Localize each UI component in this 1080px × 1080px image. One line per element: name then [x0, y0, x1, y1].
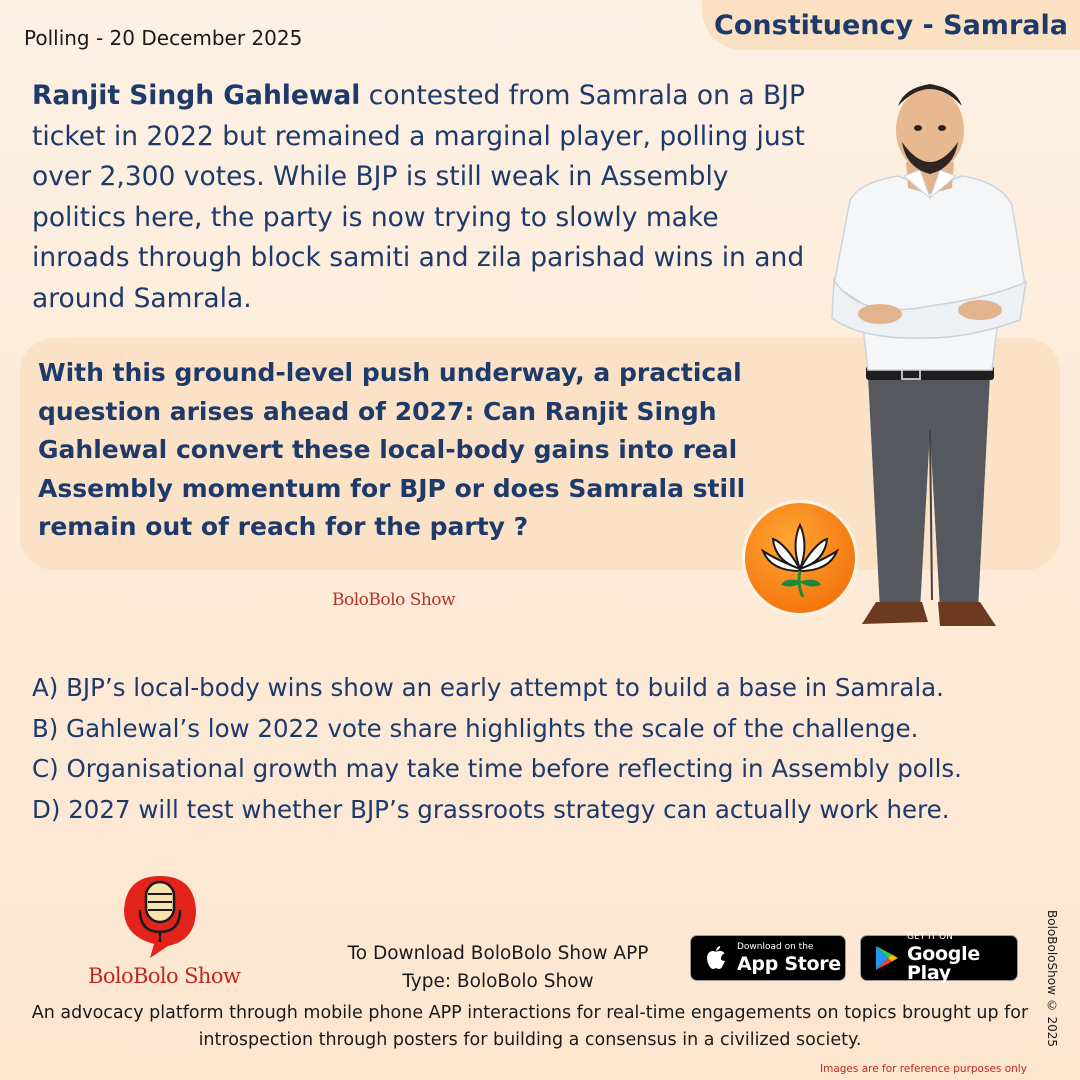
- google-play-badge[interactable]: [860, 932, 1018, 984]
- options-list: [32, 668, 1072, 830]
- google-play-small-text: GET IT ON: [907, 932, 953, 942]
- watermark: BoloBolo Show: [332, 590, 456, 610]
- microphone-icon: [120, 870, 200, 960]
- option-c: C) Organisational growth may take time before reflecting in Assembly polls.: [32, 754, 962, 783]
- download-line-2: Type: BoloBolo Show: [402, 971, 594, 992]
- option-a: A) BJP’s local-body wins show an early attempt to build a base in Samrala.: [32, 673, 944, 702]
- copyright: BoloBoloShow © 2025: [1045, 910, 1059, 1048]
- intro-paragraph: [32, 76, 822, 319]
- google-play-label: Google Play: [907, 943, 980, 984]
- download-line-1: To Download BoloBolo Show APP: [347, 943, 649, 964]
- constituency-label: Constituency - Samrala: [702, 0, 1080, 50]
- option-d: D) 2027 will test whether BJP’s grassroots strategy can actually work here.: [32, 794, 950, 824]
- disclaimer: Images are for reference purposes only: [820, 1063, 1027, 1075]
- download-instructions: [318, 940, 678, 996]
- app-store-small-text: Download on the: [737, 941, 814, 952]
- polling-date: Polling - 20 December 2025: [24, 26, 303, 50]
- app-store-label: App Store: [737, 952, 841, 975]
- option-b: B) Gahlewal’s low 2022 vote share highlights the scale of the challenge.: [32, 713, 919, 743]
- question-text: With this ground-level push underway, a practical question arises ahead of 2027: Can Ranjit Singh Gahlewal convert these local-body gains into real Assembly momentum for BJP or does Samrala still remain out of reach for the party ?: [38, 358, 746, 541]
- apple-icon: [701, 943, 731, 973]
- brand-name: BoloBolo Show: [88, 964, 241, 988]
- candidate-name: Ranjit Singh Gahlewal: [32, 80, 361, 111]
- intro-text: contested from Samrala on a BJP ticket in 2022 but remained a marginal player, polling just over 2,300 votes. While BJP is still weak in Assembly politics here, the party is now trying to slowly make inroads through block samiti and zila parishad wins in and around Samrala.: [32, 80, 805, 314]
- app-store-badge[interactable]: [690, 935, 846, 981]
- bjp-logo: [742, 500, 858, 616]
- lotus-icon: [745, 503, 855, 613]
- tagline: An advocacy platform through mobile phone APP interactions for real-time engagements on topics brought up for introspection through posters for building a consensus in a civilized society.: [31, 1003, 1029, 1050]
- google-play-icon: [871, 943, 901, 973]
